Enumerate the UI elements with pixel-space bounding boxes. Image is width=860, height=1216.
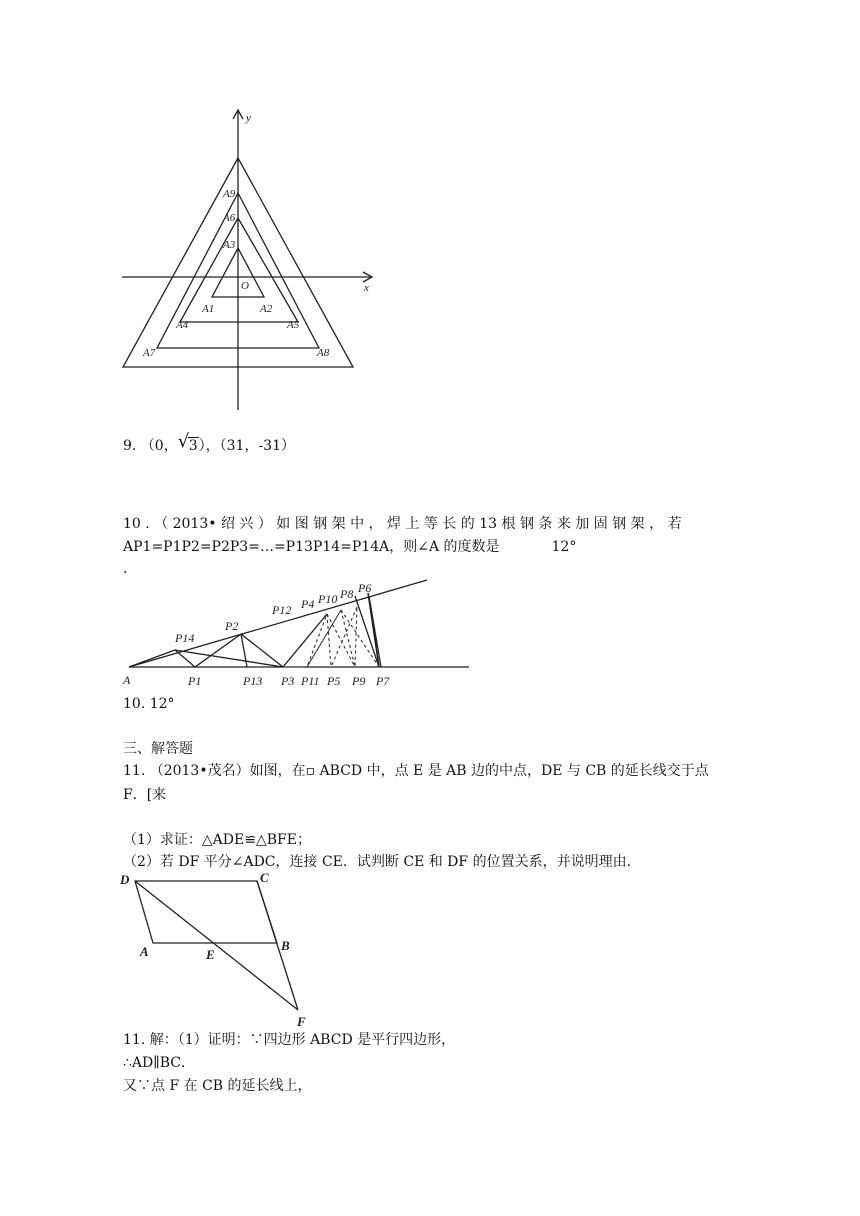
label-P13: P13 [243, 674, 263, 688]
label-P4: P4 [301, 597, 315, 611]
label-B: B [281, 938, 290, 953]
label-P2: P2 [225, 619, 239, 633]
label-A8: A8 [317, 347, 330, 359]
label-P7: P7 [376, 674, 390, 688]
label-P8: P8 [340, 587, 354, 601]
label-F: F [297, 1014, 306, 1028]
label-D: D [120, 872, 130, 887]
label-A4: A4 [176, 319, 189, 331]
label-P10: P10 [318, 592, 338, 606]
label-A2: A2 [260, 303, 273, 315]
q10-line3: . [123, 561, 128, 577]
label-E: E [206, 947, 215, 962]
label-A7: A7 [143, 347, 156, 359]
q10-blank-answer: 12° [551, 539, 577, 555]
section-heading: 三、解答题 [123, 741, 193, 757]
segment-DF [135, 881, 298, 1010]
label-P9: P9 [352, 674, 366, 688]
q11-solution-2: ∴AD∥BC． [123, 1055, 195, 1071]
q11-solution-1: 11. 解：（1）证明：∵四边形 ABCD 是平行四边形， [123, 1032, 456, 1048]
q10-line1: 10 . （ 2013• 绍 兴 ） 如 图 钢 架 中 ， 焊 上 等 长 的 13 根 钢 条 来 加 固 钢 架 ， 若 [123, 516, 682, 532]
label-P6: P6 [358, 581, 372, 595]
upper-line [129, 580, 427, 667]
label-P11: P11 [301, 674, 320, 688]
q11-line2: F．[来 [123, 787, 167, 803]
segment-CF [257, 881, 298, 1010]
label-A9: A9 [223, 188, 236, 200]
label-A3: A3 [223, 239, 236, 251]
label-P1: P1 [188, 674, 202, 688]
parallelogram-figure [115, 868, 325, 1028]
dashed-struts [283, 607, 357, 667]
label-A5: A5 [287, 319, 300, 331]
label-P5: P5 [327, 674, 341, 688]
q11-part2: （2）若 DF 平分∠ADC，连接 CE．试判断 CE 和 DF 的位置关系，并说明理由． [123, 854, 641, 870]
label-P12: P12 [272, 603, 292, 617]
label-P3: P3 [281, 674, 295, 688]
label-P14: P14 [175, 631, 195, 645]
y-label: y [246, 112, 251, 124]
parallelogram-ABCD [135, 881, 277, 943]
q10-line2: AP1=P1P2=P2P3=…=P13P14=P14A，则∠A 的度数是 12° [123, 536, 576, 558]
q9-answer: 9. （0， √ 3），（31，-31） [123, 435, 295, 457]
q11-part1: （1）求证：△ADE≌△BFE； [123, 832, 311, 848]
label-A-parallelogram: A [140, 944, 149, 959]
label-A1: A1 [202, 303, 215, 315]
label-C: C [260, 870, 269, 885]
nested-triangles-figure [110, 105, 390, 415]
origin-label: O [241, 280, 249, 292]
q11-line1: 11. （2013•茂名）如图，在▫ ABCD 中，点 E 是 AB 边的中点，DE 与 CB 的延长线交于点 [123, 763, 709, 779]
sqrt-symbol: √ 3 [177, 431, 198, 454]
label-A: A [123, 673, 131, 687]
x-label: x [364, 282, 369, 294]
q11-solution-3: 又∵点 F 在 CB 的延长线上， [123, 1078, 312, 1094]
label-A6: A6 [223, 212, 236, 224]
steel-frame-figure [115, 572, 475, 692]
q10-answer: 10. 12° [123, 696, 175, 712]
